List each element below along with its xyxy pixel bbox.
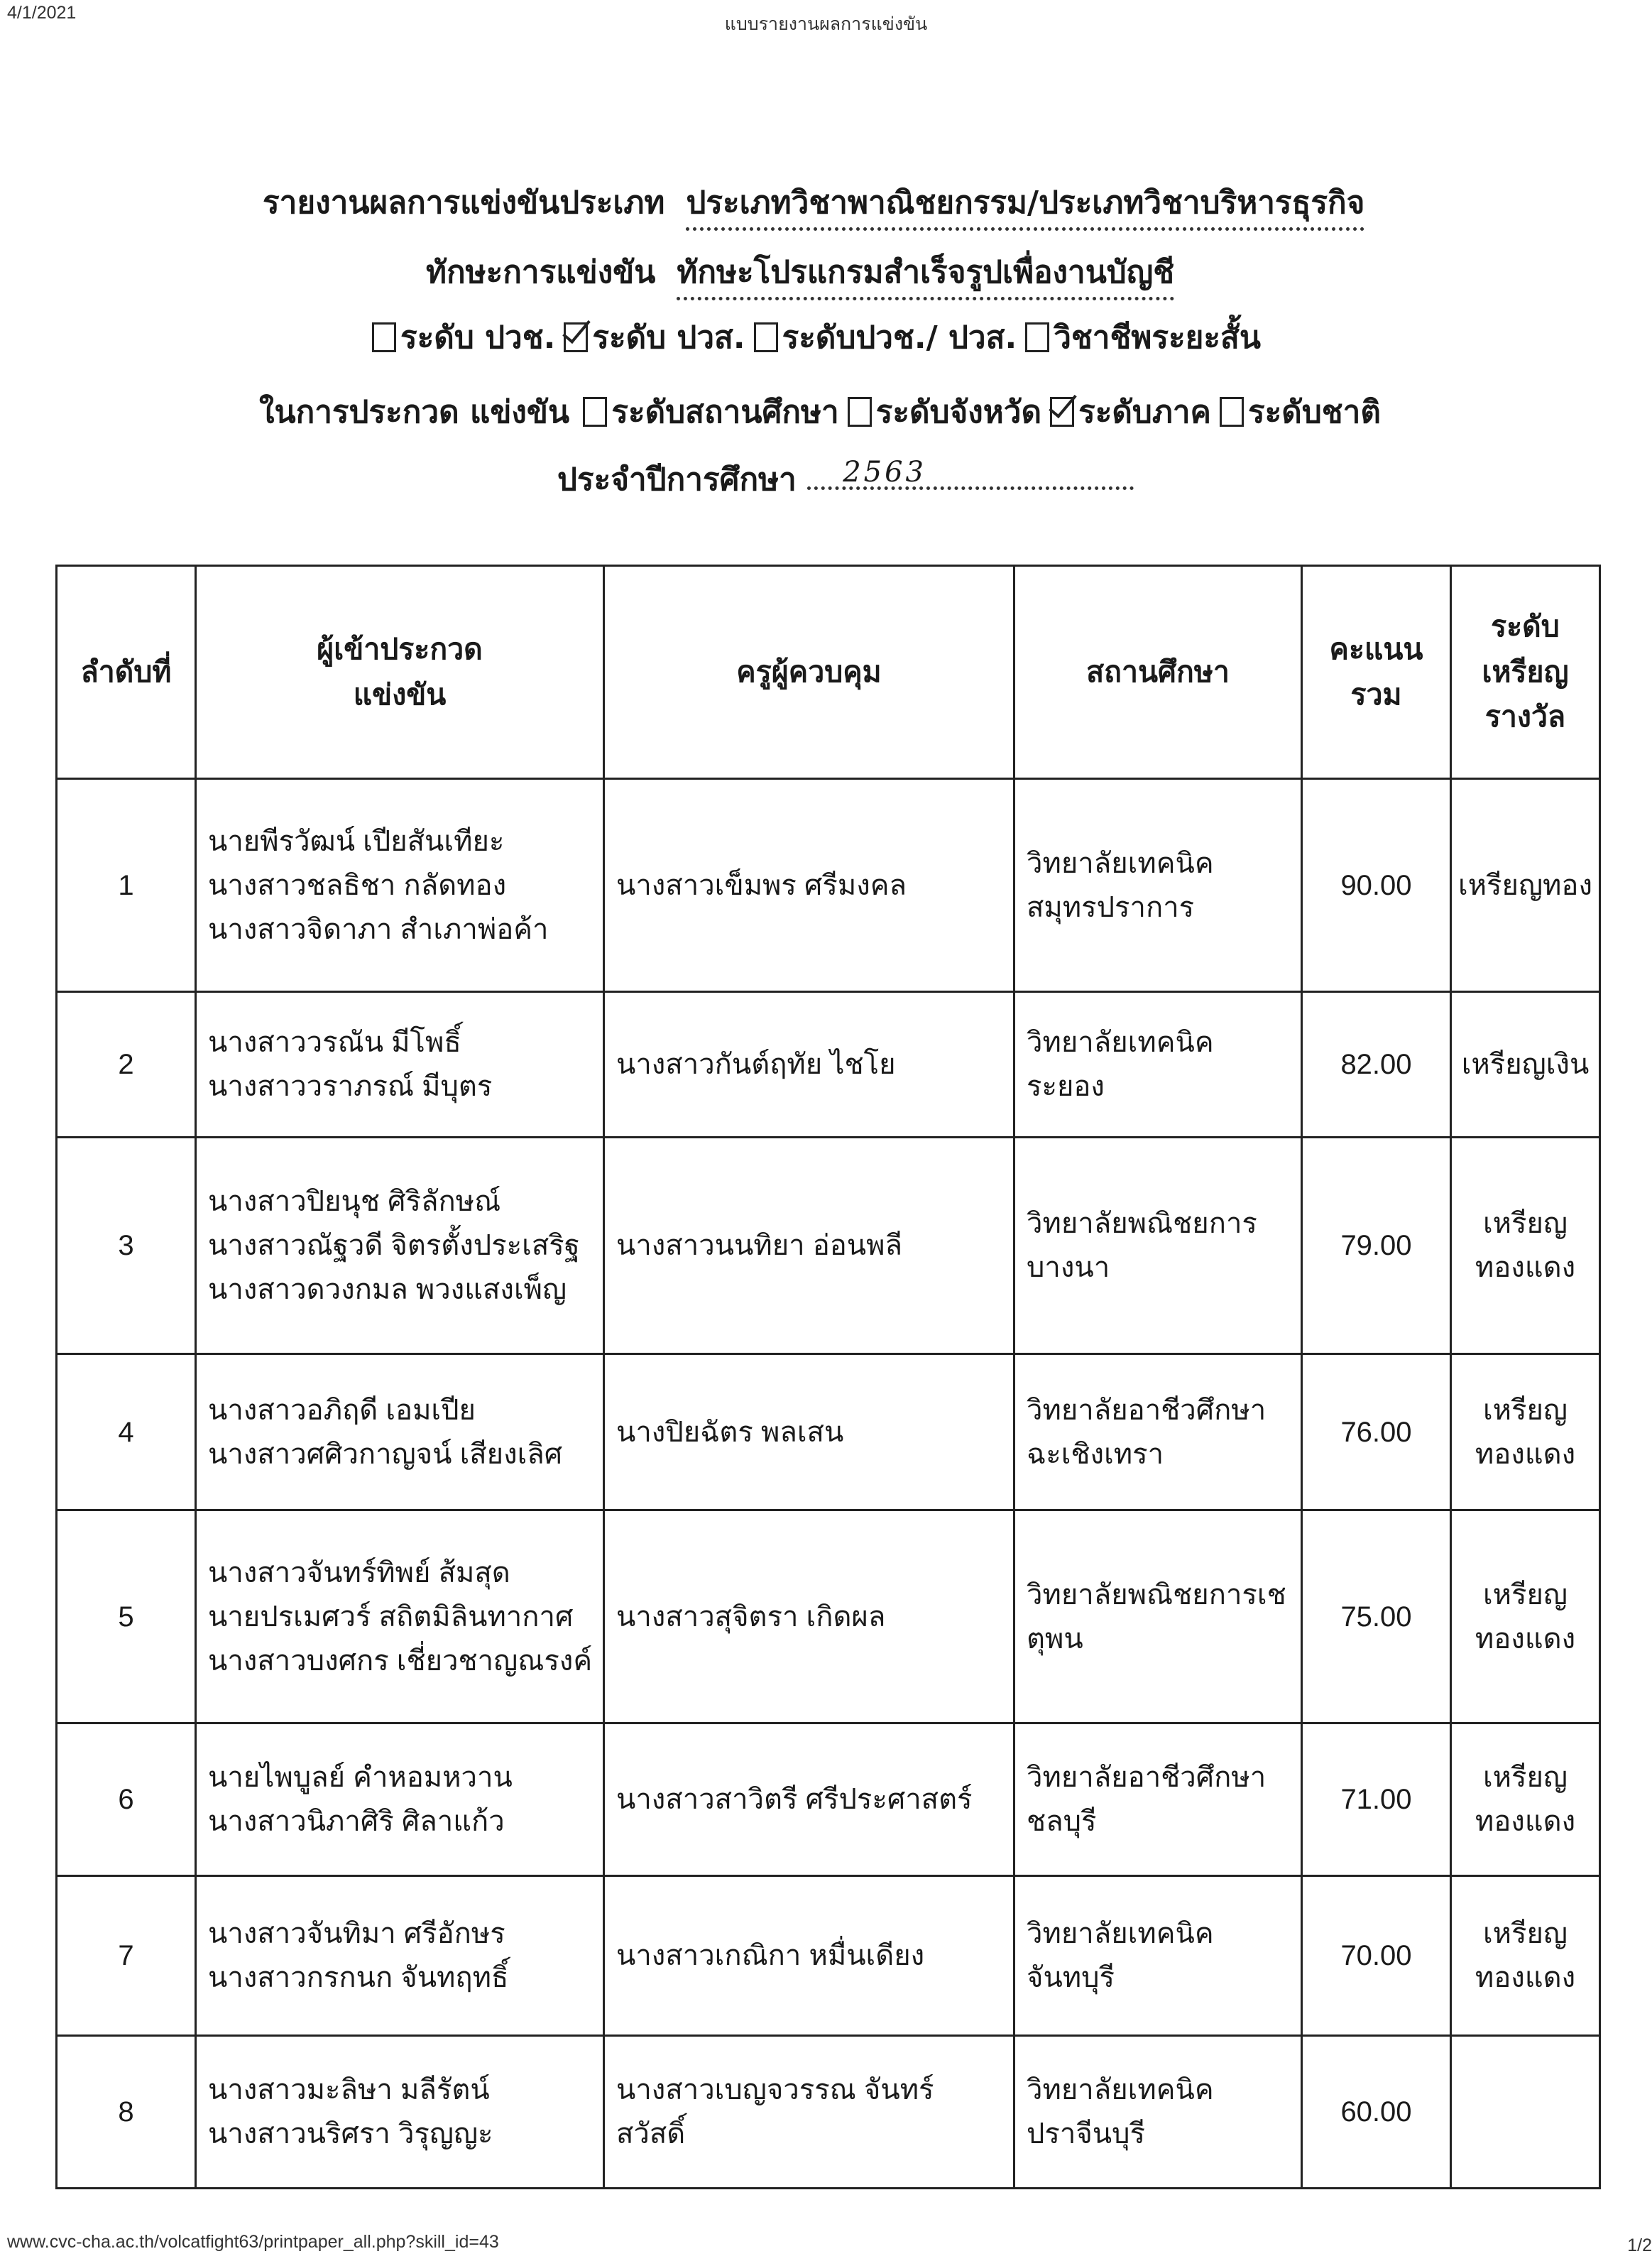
cell-teacher-line: นางปิยฉัตร พลเสน	[616, 1416, 844, 1448]
cell-teacher	[604, 1138, 1014, 1354]
cell-medal-line: ทองแดง	[1475, 1252, 1576, 1283]
cell-medal-line: เหรียญ	[1482, 1208, 1568, 1239]
contest-option-label: ระดับจังหวัด	[875, 394, 1042, 430]
cell-competitors-line: นางสาวนริศรา วิรุญญะ	[208, 2118, 493, 2150]
cell-teacher	[604, 1876, 1014, 2036]
cell-score: 76.00	[1302, 1354, 1451, 1510]
cell-no: 3	[57, 1138, 196, 1354]
cell-teacher-line: นางสาวเข็มพร ศรีมงคล	[616, 869, 907, 901]
cell-competitors-line: นางสาวอภิฤดี เอมเปีย	[208, 1394, 476, 1426]
level-option	[1022, 320, 1261, 356]
cell-school	[1014, 2036, 1302, 2189]
cell-competitors-line: นางสาวณัฐวดี จิตรตั้งประเสริฐ	[208, 1230, 580, 1261]
cell-teacher	[604, 1510, 1014, 1723]
cell-teacher	[604, 1723, 1014, 1876]
cell-teacher-line: นางสาวสุจิตรา เกิดผล	[616, 1601, 886, 1633]
cell-medal-line: เหรียญ	[1482, 1394, 1568, 1426]
cell-medal	[1451, 1723, 1600, 1876]
cell-teacher	[604, 1354, 1014, 1510]
cell-competitors-line: นางสาวปิยนุช ศิริลักษณ์	[208, 1186, 501, 1217]
cell-medal	[1451, 992, 1600, 1138]
cell-medal-line: ทองแดง	[1475, 1806, 1576, 1837]
print-url: www.cvc-cha.ac.th/volcatfight63/printpaper_all.php?skill_id=43	[7, 2232, 499, 2252]
cell-school-line: บางนา	[1027, 1252, 1110, 1283]
contest-line	[259, 387, 1386, 437]
cell-teacher	[604, 2036, 1014, 2189]
checkbox[interactable]	[1050, 397, 1074, 427]
checkbox[interactable]	[848, 397, 872, 427]
checkbox[interactable]	[583, 397, 607, 427]
cell-medal-line: เหรียญทอง	[1458, 869, 1592, 901]
report-type-value: ประเภทวิชาพาณิชยกรรม/ประเภทวิชาบริหารธุรกิจ	[686, 185, 1364, 221]
cell-school-line: ชลบุรี	[1027, 1806, 1097, 1837]
header-score: คะแนน รวม	[1302, 566, 1451, 779]
cell-teacher-line: นางสาวกันต์ฤทัย ไชโย	[616, 1049, 896, 1080]
level-option-label: ระดับ ปวส.	[592, 320, 745, 356]
year-field	[807, 456, 1134, 490]
contest-option	[580, 394, 838, 430]
cell-competitors	[196, 1723, 604, 1876]
cell-no: 5	[57, 1510, 196, 1723]
cell-competitors-line: นางสาวนิภาศิริ ศิลาแก้ว	[208, 1806, 505, 1837]
checkbox[interactable]	[1220, 397, 1244, 427]
cell-school-line: จันทบุรี	[1027, 1962, 1115, 1993]
level-options	[369, 312, 1267, 362]
cell-competitors-line: นายไพบูลย์ คำหอมหวาน	[208, 1762, 513, 1793]
table-row	[57, 1510, 1600, 1723]
year-value: 2563	[843, 456, 926, 489]
cell-no: 7	[57, 1876, 196, 2036]
cell-medal	[1451, 1876, 1600, 2036]
cell-school-line: วิทยาลัยพณิชยการเช	[1027, 1579, 1286, 1611]
cell-medal-line: ทองแดง	[1475, 1962, 1576, 1993]
cell-score: 82.00	[1302, 992, 1451, 1138]
contest-option-label: ระดับชาติ	[1247, 394, 1381, 430]
cell-score: 75.00	[1302, 1510, 1451, 1723]
cell-competitors	[196, 1138, 604, 1354]
cell-competitors-line: นางสาวชลธิชา กลัดทอง	[208, 869, 507, 901]
cell-competitors-line: นางสาวศศิวกาญจน์ เสียงเลิศ	[208, 1438, 563, 1470]
report-type-label: รายงานผลการแข่งขันประเภท	[263, 185, 665, 221]
results-table	[55, 565, 1601, 2189]
print-date: 4/1/2021	[7, 3, 77, 23]
contest-option	[1047, 394, 1211, 430]
cell-no: 8	[57, 2036, 196, 2189]
table-row	[57, 2036, 1600, 2189]
cell-teacher-line: นางสาวนนทิยา อ่อนพลี	[616, 1230, 903, 1261]
level-option	[561, 320, 745, 356]
cell-school-line: ฉะเชิงเทรา	[1027, 1438, 1164, 1470]
cell-score: 70.00	[1302, 1876, 1451, 2036]
cell-school-line: สมุทรปราการ	[1027, 891, 1195, 923]
cell-school	[1014, 1510, 1302, 1723]
table-row	[57, 992, 1600, 1138]
cell-medal	[1451, 1510, 1600, 1723]
print-title: แบบรายงานผลการแข่งขัน	[724, 14, 928, 34]
cell-medal-line: เหรียญ	[1482, 1762, 1568, 1793]
cell-school	[1014, 779, 1302, 992]
checkbox[interactable]	[1025, 322, 1049, 352]
cell-competitors-line: นางสาววราภรณ์ มีบุตร	[208, 1071, 493, 1102]
cell-school	[1014, 1354, 1302, 1510]
cell-competitors-line: นางสาวจิดาภา สำเภาพ่อค้า	[208, 913, 549, 945]
cell-school	[1014, 1876, 1302, 2036]
table-header-row	[57, 566, 1600, 779]
cell-competitors-line: นางสาวมะลิษา มลีรัตน์	[208, 2074, 490, 2106]
cell-score: 60.00	[1302, 2036, 1451, 2189]
checkbox[interactable]	[754, 322, 778, 352]
cell-score: 90.00	[1302, 779, 1451, 992]
cell-medal	[1451, 2036, 1600, 2189]
header-teacher: ครูผู้ควบคุม	[604, 566, 1014, 779]
cell-medal-line: เหรียญเงิน	[1461, 1049, 1590, 1080]
cell-teacher-line: นางสาวเบญจวรรณ จันทร์	[616, 2074, 934, 2106]
cell-score: 79.00	[1302, 1138, 1451, 1354]
cell-school-line: วิทยาลัยอาชีวศึกษา	[1027, 1394, 1267, 1426]
cell-competitors-line: นางสาววรณัน มีโพธิ์	[208, 1027, 461, 1058]
contest-option	[845, 394, 1041, 430]
cell-school-line: วิทยาลัยเทคนิค	[1027, 1918, 1214, 1949]
cell-medal	[1451, 1354, 1600, 1510]
cell-school-line: วิทยาลัยเทคนิค	[1027, 847, 1214, 879]
cell-teacher	[604, 992, 1014, 1138]
cell-no: 6	[57, 1723, 196, 1876]
cell-no: 4	[57, 1354, 196, 1510]
skill-line	[426, 247, 1174, 297]
cell-medal-line: ทองแดง	[1475, 1623, 1576, 1655]
cell-school	[1014, 1723, 1302, 1876]
header-school: สถานศึกษา	[1014, 566, 1302, 779]
level-option	[751, 320, 1017, 356]
report-type-line	[263, 178, 1364, 227]
cell-competitors-line: นางสาวบงศกร เชี่ยวชาญณรงค์	[208, 1645, 593, 1677]
level-option	[369, 320, 555, 356]
cell-competitors	[196, 779, 604, 992]
table-row	[57, 1354, 1600, 1510]
cell-competitors-line: นายปรเมศวร์ สถิตมิลินทากาศ	[208, 1601, 574, 1633]
cell-competitors-line: นางสาวจันทิมา ศรีอักษร	[208, 1918, 505, 1949]
cell-no: 2	[57, 992, 196, 1138]
print-page-number: 1/2	[1627, 2235, 1652, 2255]
cell-teacher-line: นางสาวเกณิกา หมื่นเดียง	[616, 1940, 925, 1971]
cell-school-line: วิทยาลัยเทคนิค	[1027, 2074, 1214, 2106]
header-competitor: ผู้เข้าประกวด แข่งขัน	[196, 566, 604, 779]
cell-medal-line: เหรียญ	[1482, 1918, 1568, 1949]
cell-competitors-line: นางสาวดวงกมล พวงแสงเพ็ญ	[208, 1274, 567, 1305]
cell-competitors	[196, 1876, 604, 2036]
table-row	[57, 1138, 1600, 1354]
cell-school-line: ปราจีนบุรี	[1027, 2118, 1145, 2150]
level-option-label: วิชาชีพระยะสั้น	[1054, 320, 1261, 356]
cell-competitors	[196, 1354, 604, 1510]
cell-school	[1014, 1138, 1302, 1354]
header-medal: ระดับ เหรียญ รางวัล	[1451, 566, 1600, 779]
checkbox[interactable]	[372, 322, 396, 352]
contest-label: ในการประกวด แข่งขัน	[259, 394, 570, 430]
cell-score: 71.00	[1302, 1723, 1451, 1876]
skill-value: ทักษะโปรแกรมสำเร็จรูปเพื่องานบัญชี	[677, 254, 1174, 290]
cell-school-line: ตุพน	[1027, 1623, 1083, 1655]
cell-teacher	[604, 779, 1014, 992]
level-option-label: ระดับปวช./ ปวส.	[782, 320, 1017, 356]
cell-competitors	[196, 992, 604, 1138]
contest-option	[1217, 394, 1381, 430]
cell-medal-line: ทองแดง	[1475, 1438, 1576, 1470]
cell-school	[1014, 992, 1302, 1138]
checkbox[interactable]	[564, 322, 588, 352]
year-line	[557, 454, 1134, 504]
header-no: ลำดับที่	[57, 566, 196, 779]
cell-teacher-line: สวัสดิ์	[616, 2118, 686, 2150]
cell-competitors	[196, 2036, 604, 2189]
contest-option-label: ระดับภาค	[1078, 394, 1211, 430]
year-label: ประจำปีการศึกษา	[557, 462, 797, 498]
cell-competitors-line: นางสาวกรกนก จันทฤทธิ์	[208, 1962, 509, 1993]
cell-medal	[1451, 1138, 1600, 1354]
skill-label: ทักษะการแข่งขัน	[426, 254, 656, 290]
cell-teacher-line: นางสาวสาวิตรี ศรีประศาสตร์	[616, 1784, 973, 1815]
cell-school-line: วิทยาลัยพณิชยการ	[1027, 1208, 1257, 1239]
level-option-label: ระดับ ปวช.	[400, 320, 556, 356]
table-row	[57, 1723, 1600, 1876]
cell-school-line: ระยอง	[1027, 1071, 1105, 1102]
cell-competitors-line: นางสาวจันทร์ทิพย์ ส้มสุด	[208, 1557, 510, 1589]
contest-option-label: ระดับสถานศึกษา	[611, 394, 839, 430]
contest-options	[580, 394, 1386, 430]
cell-competitors	[196, 1510, 604, 1723]
cell-no: 1	[57, 779, 196, 992]
table-row	[57, 779, 1600, 992]
cell-school-line: วิทยาลัยเทคนิค	[1027, 1027, 1214, 1058]
cell-school-line: วิทยาลัยอาชีวศึกษา	[1027, 1762, 1267, 1793]
table-row	[57, 1876, 1600, 2036]
cell-medal	[1451, 779, 1600, 992]
cell-medal-line: เหรียญ	[1482, 1579, 1568, 1611]
cell-competitors-line: นายพีรวัฒน์ เปียสันเทียะ	[208, 825, 505, 857]
